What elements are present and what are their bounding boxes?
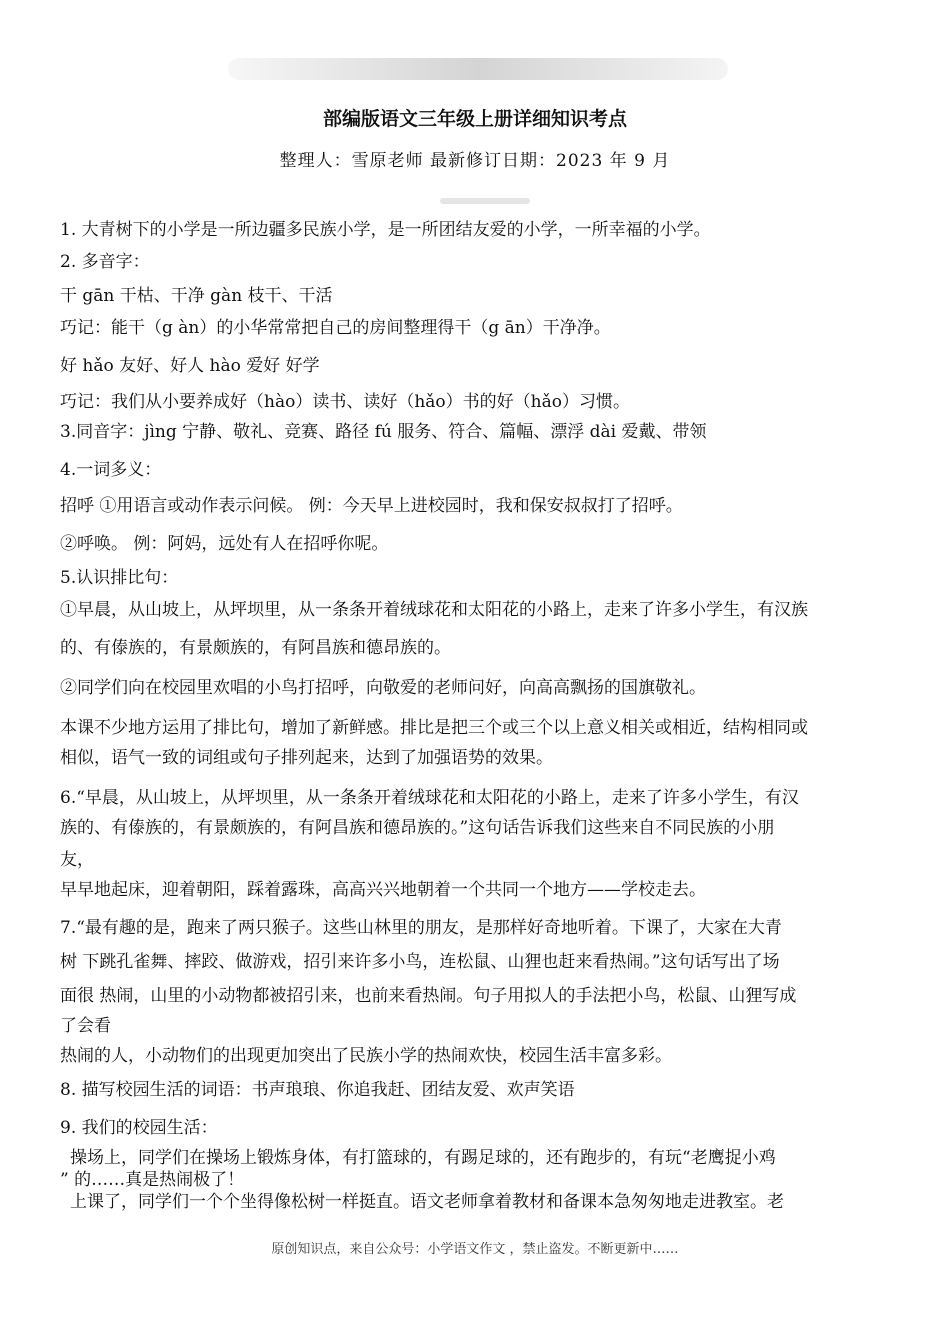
- header-smudge: [228, 58, 728, 80]
- text-line: ②同学们向在校园里欢唱的小鸟打招呼，向敬爱的老师问好，向高高飘扬的国旗敬礼。: [60, 678, 706, 698]
- text-line: 好 hǎo 友好、好人 hào 爱好 好学: [60, 356, 320, 376]
- text-line: 树 下跳孔雀舞、摔跤、做游戏，招引来许多小鸟，连松鼠、山狸也赶来看热闹。”这句话写出了场: [60, 952, 780, 972]
- text-line: 8. 描写校园生活的词语：书声琅琅、你追我赶、团结友爱、欢声笑语: [60, 1080, 575, 1100]
- text-line: 招呼 ①用语言或动作表示问候。 例：今天早上进校园时，我和保安叔叔打了招呼。: [60, 496, 683, 516]
- text-line: 5.认识排比句：: [60, 568, 179, 588]
- text-line: 2. 多音字：: [60, 252, 150, 272]
- text-line: ②呼唤。 例：阿妈，远处有人在招呼你呢。: [60, 534, 389, 554]
- header-smudge-small: [440, 198, 530, 204]
- text-line: 6.“早晨，从山坡上，从坪坝里，从一条条开着绒球花和太阳花的小路上，走来了许多小学生，有汉: [60, 788, 799, 808]
- text-line: 了会看: [60, 1016, 111, 1036]
- text-line: 面很 热闹，山里的小动物都被招引来，也前来看热闹。句子用拟人的手法把小鸟，松鼠、山狸写成: [60, 986, 797, 1006]
- text-line: 1. 大青树下的小学是一所边疆多民族小学，是一所团结友爱的小学，一所幸福的小学。: [60, 220, 711, 240]
- text-line: 的、有傣族的，有景颇族的，有阿昌族和德昂族的。: [60, 638, 451, 658]
- text-line: 热闹的人，小动物们的出现更加突出了民族小学的热闹欢快，校园生活丰富多彩。: [60, 1046, 672, 1066]
- text-line: 友，: [60, 850, 94, 870]
- text-line: 早早地起床，迎着朝阳，踩着露珠，高高兴兴地朝着一个共同一个地方——学校走去。: [60, 880, 706, 900]
- text-line: 本课不少地方运用了排比句，增加了新鲜感。排比是把三个或三个以上意义相关或相近，结构相同或: [60, 718, 808, 738]
- text-line: 巧记：能干（g àn）的小华常常把自己的房间整理得干（g ān）干净净。: [60, 318, 611, 338]
- text-line: 9. 我们的校园生活：: [60, 1118, 218, 1138]
- text-line: 族的、有傣族的，有景颇族的，有阿昌族和德昂族的。”这句话告诉我们这些来自不同民族的小朋: [60, 818, 775, 838]
- text-line: ” 的……真是热闹极了！: [60, 1170, 245, 1190]
- text-line: 3.同音字：jìng 宁静、敬礼、竞赛、路径 fú 服务、符合、篇幅、漂浮 dài 爱戴、带领: [60, 422, 707, 442]
- text-line: ①早晨，从山坡上，从坪坝里，从一条条开着绒球花和太阳花的小路上，走来了许多小学生，有汉族: [60, 600, 808, 620]
- text-line: 干 gān 干枯、干净 gàn 枝干、干活: [60, 286, 333, 306]
- text-line: 7.“最有趣的是，跑来了两只猴子。这些山林里的朋友，是那样好奇地听着。下课了，大家在大青: [60, 918, 782, 938]
- text-line: 4.一词多义：: [60, 460, 162, 480]
- text-line: 上课了，同学们一个个坐得像松树一样挺直。语文老师拿着教材和备课本急匆匆地走进教室。老: [70, 1192, 784, 1212]
- page-footer: 原创知识点，来自公众号：小学语文作文 ，禁止盗发。不断更新中……: [271, 1242, 679, 1257]
- text-line: 操场上，同学们在操场上锻炼身体，有打篮球的，有踢足球的，还有跑步的，有玩“老鹰捉小鸡: [70, 1148, 776, 1168]
- text-line: 相似，语气一致的词组或句子排列起来，达到了加强语势的效果。: [60, 748, 553, 768]
- page-title: 部编版语文三年级上册详细知识考点: [322, 108, 627, 130]
- page-subtitle: 整理人：雪原老师 最新修订日期：2023 年 9 月: [279, 151, 671, 171]
- text-line: 巧记：我们从小要养成好（hào）读书、读好（hǎo）书的好（hǎo）习惯。: [60, 392, 630, 412]
